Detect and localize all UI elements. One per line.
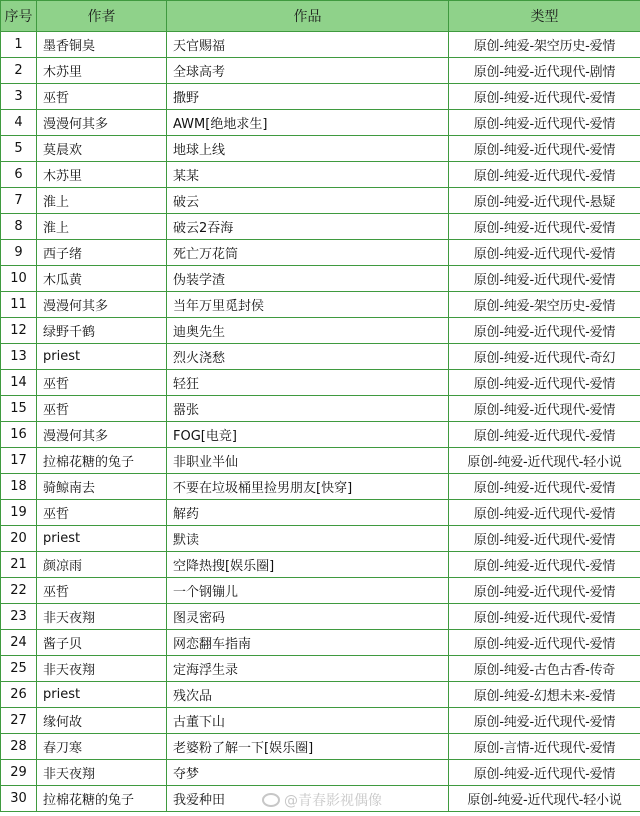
cell-type: 原创-纯爱-架空历史-爱情	[449, 32, 640, 58]
table-row	[1, 58, 640, 84]
cell-type: 原创-纯爱-近代现代-爱情	[449, 318, 640, 344]
cell-author: 绿野千鹤	[37, 318, 167, 344]
cell-type: 原创-纯爱-近代现代-爱情	[449, 760, 640, 786]
cell-no: 17	[1, 448, 37, 474]
cell-author: 墨香铜臭	[37, 32, 167, 58]
cell-work: 非职业半仙	[167, 448, 449, 474]
cell-no: 28	[1, 734, 37, 760]
cell-work: 地球上线	[167, 136, 449, 162]
table-row	[1, 344, 640, 370]
cell-author: 淮上	[37, 188, 167, 214]
cell-work: 残次品	[167, 682, 449, 708]
weibo-logo-icon	[262, 793, 280, 807]
cell-no: 2	[1, 58, 37, 84]
cell-author: 巫哲	[37, 396, 167, 422]
cell-work: 解药	[167, 500, 449, 526]
cell-no: 27	[1, 708, 37, 734]
cell-type: 原创-纯爱-近代现代-剧情	[449, 58, 640, 84]
table-row	[1, 500, 640, 526]
cell-work: 一个钢镚儿	[167, 578, 449, 604]
cell-no: 29	[1, 760, 37, 786]
table-row	[1, 136, 640, 162]
cell-author: 漫漫何其多	[37, 292, 167, 318]
cell-work: 天官赐福	[167, 32, 449, 58]
cell-type: 原创-纯爱-近代现代-爱情	[449, 578, 640, 604]
watermark-text: @青春影视偶像	[284, 793, 382, 809]
cell-work: 伪装学渣	[167, 266, 449, 292]
cell-work: 破云2吞海	[167, 214, 449, 240]
table-row	[1, 240, 640, 266]
cell-author: 非天夜翔	[37, 656, 167, 682]
table-row	[1, 760, 640, 786]
table-row	[1, 214, 640, 240]
table-row	[1, 84, 640, 110]
cell-type: 原创-纯爱-近代现代-轻小说	[449, 448, 640, 474]
cell-type: 原创-纯爱-近代现代-爱情	[449, 396, 640, 422]
cell-no: 5	[1, 136, 37, 162]
table-row	[1, 682, 640, 708]
cell-author: 巫哲	[37, 370, 167, 396]
cell-author: 木瓜黄	[37, 266, 167, 292]
table-row	[1, 370, 640, 396]
cell-work: 烈火浇愁	[167, 344, 449, 370]
cell-author: priest	[37, 526, 167, 552]
cell-work: 死亡万花筒	[167, 240, 449, 266]
cell-no: 6	[1, 162, 37, 188]
cell-no: 18	[1, 474, 37, 500]
table-row	[1, 578, 640, 604]
cell-work: 撒野	[167, 84, 449, 110]
cell-no: 24	[1, 630, 37, 656]
cell-type: 原创-纯爱-近代现代-爱情	[449, 630, 640, 656]
cell-type: 原创-纯爱-近代现代-爱情	[449, 708, 640, 734]
cell-work: 轻狂	[167, 370, 449, 396]
cell-author: 漫漫何其多	[37, 110, 167, 136]
cell-type: 原创-纯爱-近代现代-爱情	[449, 500, 640, 526]
cell-type: 原创-纯爱-近代现代-爱情	[449, 240, 640, 266]
cell-work: FOG[电竞]	[167, 422, 449, 448]
header-author: 作者	[37, 1, 167, 32]
cell-author: 木苏里	[37, 58, 167, 84]
table-row	[1, 604, 640, 630]
cell-type: 原创-纯爱-近代现代-爱情	[449, 474, 640, 500]
cell-work: 夺梦	[167, 760, 449, 786]
cell-type: 原创-纯爱-近代现代-爱情	[449, 162, 640, 188]
cell-work: 嚣张	[167, 396, 449, 422]
cell-work: 定海浮生录	[167, 656, 449, 682]
cell-no: 15	[1, 396, 37, 422]
cell-no: 8	[1, 214, 37, 240]
cell-type: 原创-言情-近代现代-爱情	[449, 734, 640, 760]
table-row	[1, 162, 640, 188]
cell-author: 木苏里	[37, 162, 167, 188]
table-row	[1, 110, 640, 136]
cell-work: 全球高考	[167, 58, 449, 84]
cell-type: 原创-纯爱-近代现代-悬疑	[449, 188, 640, 214]
cell-work: 空降热搜[娱乐圈]	[167, 552, 449, 578]
cell-author: 春刀寒	[37, 734, 167, 760]
cell-type: 原创-纯爱-近代现代-爱情	[449, 214, 640, 240]
cell-no: 22	[1, 578, 37, 604]
table-row	[1, 32, 640, 58]
cell-author: 莫晨欢	[37, 136, 167, 162]
header-no: 序号	[1, 1, 37, 32]
table-row	[1, 396, 640, 422]
cell-author: 缘何故	[37, 708, 167, 734]
table-row	[1, 552, 640, 578]
cell-no: 11	[1, 292, 37, 318]
cell-no: 30	[1, 786, 37, 812]
table-row	[1, 292, 640, 318]
cell-type: 原创-纯爱-近代现代-爱情	[449, 604, 640, 630]
cell-work: 迪奥先生	[167, 318, 449, 344]
cell-author: 拉棉花糖的兔子	[37, 448, 167, 474]
cell-no: 4	[1, 110, 37, 136]
table-row	[1, 656, 640, 682]
table-row	[1, 474, 640, 500]
table-row	[1, 630, 640, 656]
cell-author: 淮上	[37, 214, 167, 240]
table-body	[1, 32, 640, 812]
cell-author: 骑鲸南去	[37, 474, 167, 500]
cell-type: 原创-纯爱-近代现代-轻小说	[449, 786, 640, 812]
cell-type: 原创-纯爱-近代现代-爱情	[449, 110, 640, 136]
table-row	[1, 318, 640, 344]
cell-work: 我爱种田	[167, 786, 449, 812]
table-row	[1, 708, 640, 734]
cell-author: 巫哲	[37, 578, 167, 604]
table-row	[1, 266, 640, 292]
cell-type: 原创-纯爱-架空历史-爱情	[449, 292, 640, 318]
cell-type: 原创-纯爱-近代现代-爱情	[449, 552, 640, 578]
cell-author: 非天夜翔	[37, 604, 167, 630]
cell-no: 12	[1, 318, 37, 344]
cell-no: 21	[1, 552, 37, 578]
cell-work: 老婆粉了解一下[娱乐圈]	[167, 734, 449, 760]
cell-no: 16	[1, 422, 37, 448]
cell-type: 原创-纯爱-近代现代-爱情	[449, 136, 640, 162]
cell-no: 14	[1, 370, 37, 396]
cell-type: 原创-纯爱-近代现代-爱情	[449, 526, 640, 552]
cell-type: 原创-纯爱-近代现代-爱情	[449, 422, 640, 448]
cell-type: 原创-纯爱-近代现代-爱情	[449, 84, 640, 110]
cell-work: 古董下山	[167, 708, 449, 734]
cell-type: 原创-纯爱-古色古香-传奇	[449, 656, 640, 682]
cell-no: 19	[1, 500, 37, 526]
cell-no: 9	[1, 240, 37, 266]
cell-no: 20	[1, 526, 37, 552]
cell-work: 网恋翻车指南	[167, 630, 449, 656]
cell-work: 图灵密码	[167, 604, 449, 630]
cell-type: 原创-纯爱-近代现代-爱情	[449, 370, 640, 396]
cell-work: AWM[绝地求生]	[167, 110, 449, 136]
cell-type: 原创-纯爱-幻想未来-爱情	[449, 682, 640, 708]
cell-author: 巫哲	[37, 84, 167, 110]
cell-no: 25	[1, 656, 37, 682]
cell-author: 西子绪	[37, 240, 167, 266]
cell-author: priest	[37, 344, 167, 370]
cell-work: 不要在垃圾桶里捡男朋友[快穿]	[167, 474, 449, 500]
header-row	[1, 1, 640, 32]
cell-work: 破云	[167, 188, 449, 214]
cell-no: 7	[1, 188, 37, 214]
cell-no: 23	[1, 604, 37, 630]
table-row	[1, 448, 640, 474]
cell-no: 10	[1, 266, 37, 292]
header-work: 作品	[167, 1, 449, 32]
cell-author: 酱子贝	[37, 630, 167, 656]
header-type: 类型	[449, 1, 640, 32]
cell-no: 3	[1, 84, 37, 110]
cell-author: priest	[37, 682, 167, 708]
table-row	[1, 526, 640, 552]
cell-no: 1	[1, 32, 37, 58]
cell-author: 漫漫何其多	[37, 422, 167, 448]
cell-type: 原创-纯爱-近代现代-奇幻	[449, 344, 640, 370]
table-row	[1, 734, 640, 760]
cell-author: 巫哲	[37, 500, 167, 526]
cell-work: 默读	[167, 526, 449, 552]
cell-type: 原创-纯爱-近代现代-爱情	[449, 266, 640, 292]
cell-author: 拉棉花糖的兔子	[37, 786, 167, 812]
cell-work: 某某	[167, 162, 449, 188]
cell-work: 当年万里觅封侯	[167, 292, 449, 318]
cell-no: 13	[1, 344, 37, 370]
cell-no: 26	[1, 682, 37, 708]
table-row	[1, 422, 640, 448]
table-row	[1, 188, 640, 214]
cell-author: 颜凉雨	[37, 552, 167, 578]
cell-author: 非天夜翔	[37, 760, 167, 786]
watermark	[262, 790, 382, 810]
